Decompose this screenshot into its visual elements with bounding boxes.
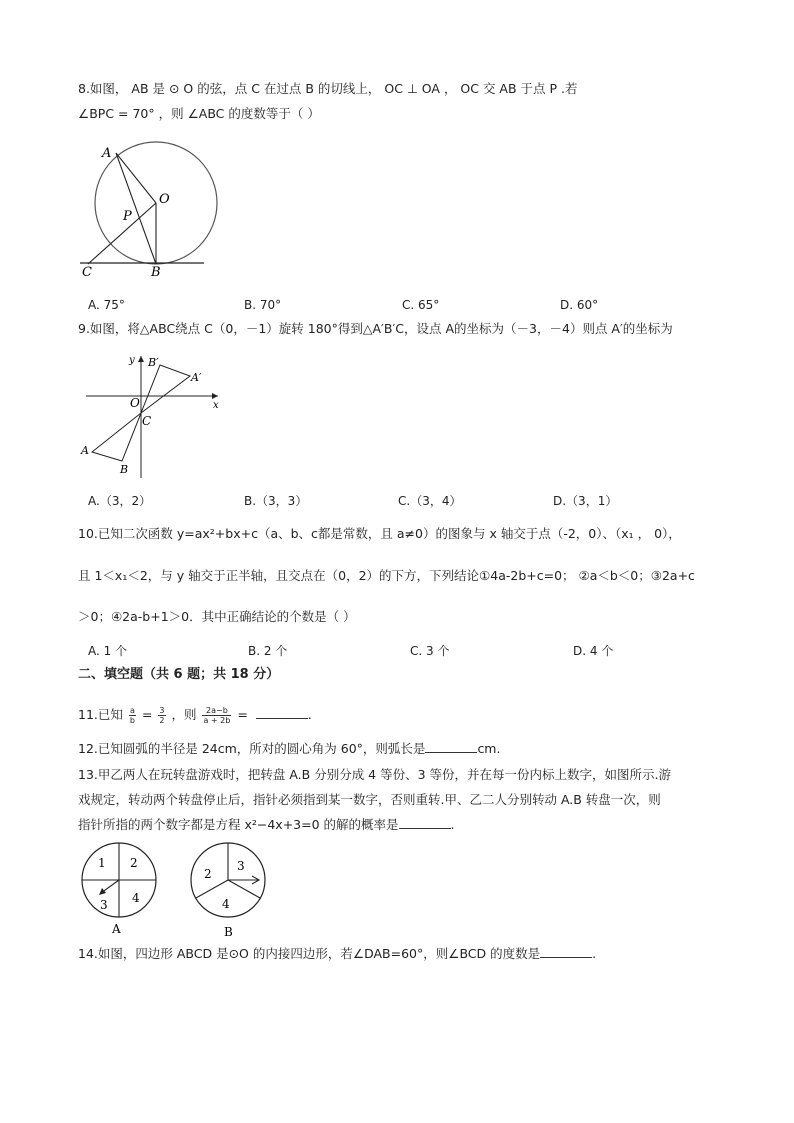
wheel-a-number-2: 2: [130, 856, 138, 870]
q8-option-b[interactable]: B. 70°: [244, 298, 282, 312]
q9-line1: 9.如图，将△ABC绕点 C（0，－1）旋转 180°得到△A′B′C，设点 A的坐标为（－3，－4）则点 A′的坐标为: [78, 321, 673, 336]
wheel-b-number-2: 2: [204, 867, 212, 881]
q10-line3: ＞0；④2a-b+1＞0．其中正确结论的个数是（ ）: [78, 609, 356, 624]
q11-fraction-expression: [202, 706, 231, 725]
q11-mid: ，则: [171, 707, 197, 722]
q9-label-b: B: [120, 463, 129, 476]
wheel-b-divider-left: [196, 880, 228, 898]
q9-triangle-abc: [92, 413, 141, 461]
q9-option-a[interactable]: A.（3，2）: [88, 494, 152, 508]
q11-frac3-denominator: a + 2b: [203, 716, 231, 725]
q14-line: [78, 944, 596, 964]
q9-option-c[interactable]: C.（3，4）: [398, 494, 462, 508]
q9-label-b-prime: B′: [148, 356, 159, 369]
q8-label-p: P: [123, 209, 132, 224]
wheel-a-number-4: 4: [132, 891, 140, 905]
q11-suffix: =: [237, 707, 248, 722]
q11-end: .: [307, 707, 312, 722]
section-title-fill-in: 二、填空题（共 6 题；共 18 分）: [78, 667, 280, 682]
q9-y-arrow: [138, 356, 144, 362]
wheel-a-number-3: 3: [100, 898, 108, 912]
q10-option-d[interactable]: D. 4 个: [573, 644, 614, 658]
q9-label-y: y: [129, 355, 135, 366]
q8-segment-ao: [116, 153, 156, 203]
wheel-b-label: B: [224, 925, 233, 939]
q8-option-a[interactable]: A. 75°: [88, 298, 125, 312]
q9-label-x: x: [213, 400, 219, 411]
q11-frac1-numerator: a: [129, 706, 135, 715]
q11-line: [78, 705, 312, 725]
q8-option-d[interactable]: D. 60°: [560, 298, 599, 312]
q9-option-b[interactable]: B.（3，3）: [244, 494, 308, 508]
q8-label-b: B: [151, 265, 161, 280]
q8-segment-co: [88, 203, 156, 264]
q13-wheels-figure: [78, 840, 278, 940]
q10-line1: 10.已知二次函数 y=ax²+bx+c（a、b、c都是常数，且 a≠0）的图象与 x 轴交于点（-2，0）、（x₁ ， 0），: [78, 526, 681, 541]
q10-option-b[interactable]: B. 2 个: [248, 644, 288, 658]
q13-line3: [78, 815, 455, 835]
wheel-b: [191, 843, 265, 939]
q8-option-c[interactable]: C. 65°: [402, 298, 440, 312]
q8-label-a: A: [102, 146, 112, 161]
q11-fraction-a-over-b: [129, 706, 136, 725]
q8-line2: ∠BPC = 70° ，则 ∠ABC 的度数等于（ ）: [78, 106, 320, 121]
q8-label-c: C: [82, 265, 92, 280]
q9-label-a-prime: A′: [191, 371, 202, 384]
q13-line1: 13.甲乙两人在玩转盘游戏时，把转盘 A.B 分别分成 4 等份、3 等份，并在每一份内标上数字，如图所示.游: [78, 767, 672, 782]
q11-frac1-denominator: b: [129, 716, 135, 725]
q9-label-c: C: [142, 414, 152, 428]
q11-answer-blank[interactable]: [256, 706, 308, 719]
q11-frac2-denominator: 2: [159, 716, 165, 725]
q10-line2: 且 1＜x₁＜2，与 y 轴交于正半轴，且交点在（0，2）的下方，下列结论①4a-2b+c=0； ②a＜b＜0；③2a+c: [78, 568, 695, 583]
wheel-a-label: A: [112, 922, 121, 936]
q8-line1: 8.如图， AB 是 ⊙ O 的弦，点 C 在过点 B 的切线上， OC ⊥ OA ， OC 交 AB 于点 P .若: [78, 81, 578, 96]
q8-figure: [76, 140, 226, 280]
q14-text: 14.如图，四边形 ABCD 是⊙O 的内接四边形，若∠DAB=60°，则∠BCD 的度数是: [78, 946, 541, 961]
q14-end: .: [592, 946, 597, 961]
q13-line2: 戏规定，转动两个转盘停止后，指针必须指到某一数字，否则重转.甲、乙二人分别转动 A.B 转盘一次，则: [78, 792, 661, 807]
q11-equals: =: [141, 707, 153, 722]
wheel-a-pointer-head: [99, 888, 106, 895]
wheel-b-number-4: 4: [222, 897, 230, 911]
q13-line3-text: 指针所指的两个数字都是方程 x²−4x+3=0 的解的概率是: [78, 817, 399, 832]
q10-option-c[interactable]: C. 3 个: [410, 644, 450, 658]
q12-suffix: cm.: [477, 741, 501, 756]
q13-answer-blank[interactable]: [399, 816, 451, 829]
q13-line3-end: .: [450, 817, 455, 832]
q10-option-a[interactable]: A. 1 个: [88, 644, 128, 658]
q11-frac2-numerator: 3: [159, 706, 165, 715]
q9-figure: [78, 350, 228, 480]
q12-line: [78, 739, 500, 759]
wheel-a: [82, 843, 156, 936]
q12-text: 12.已知圆弧的半径是 24cm，所对的圆心角为 60°，则弧长是: [78, 741, 426, 756]
q9-triangle-a2b2c: [141, 365, 190, 413]
q8-label-o: O: [159, 192, 170, 207]
q12-answer-blank[interactable]: [425, 740, 477, 753]
q11-fraction-3-over-2: [158, 706, 165, 725]
q14-answer-blank[interactable]: [540, 945, 592, 958]
q11-frac3-numerator: 2a−b: [202, 706, 231, 716]
wheel-b-number-3: 3: [237, 859, 245, 873]
q9-label-o: O: [130, 396, 140, 410]
q11-prefix: 11.已知: [78, 707, 123, 722]
q9-option-d[interactable]: D.（3，1）: [553, 494, 618, 508]
q9-x-arrow: [212, 393, 218, 399]
wheel-a-number-1: 1: [98, 856, 106, 870]
q9-label-a: A: [81, 444, 89, 457]
